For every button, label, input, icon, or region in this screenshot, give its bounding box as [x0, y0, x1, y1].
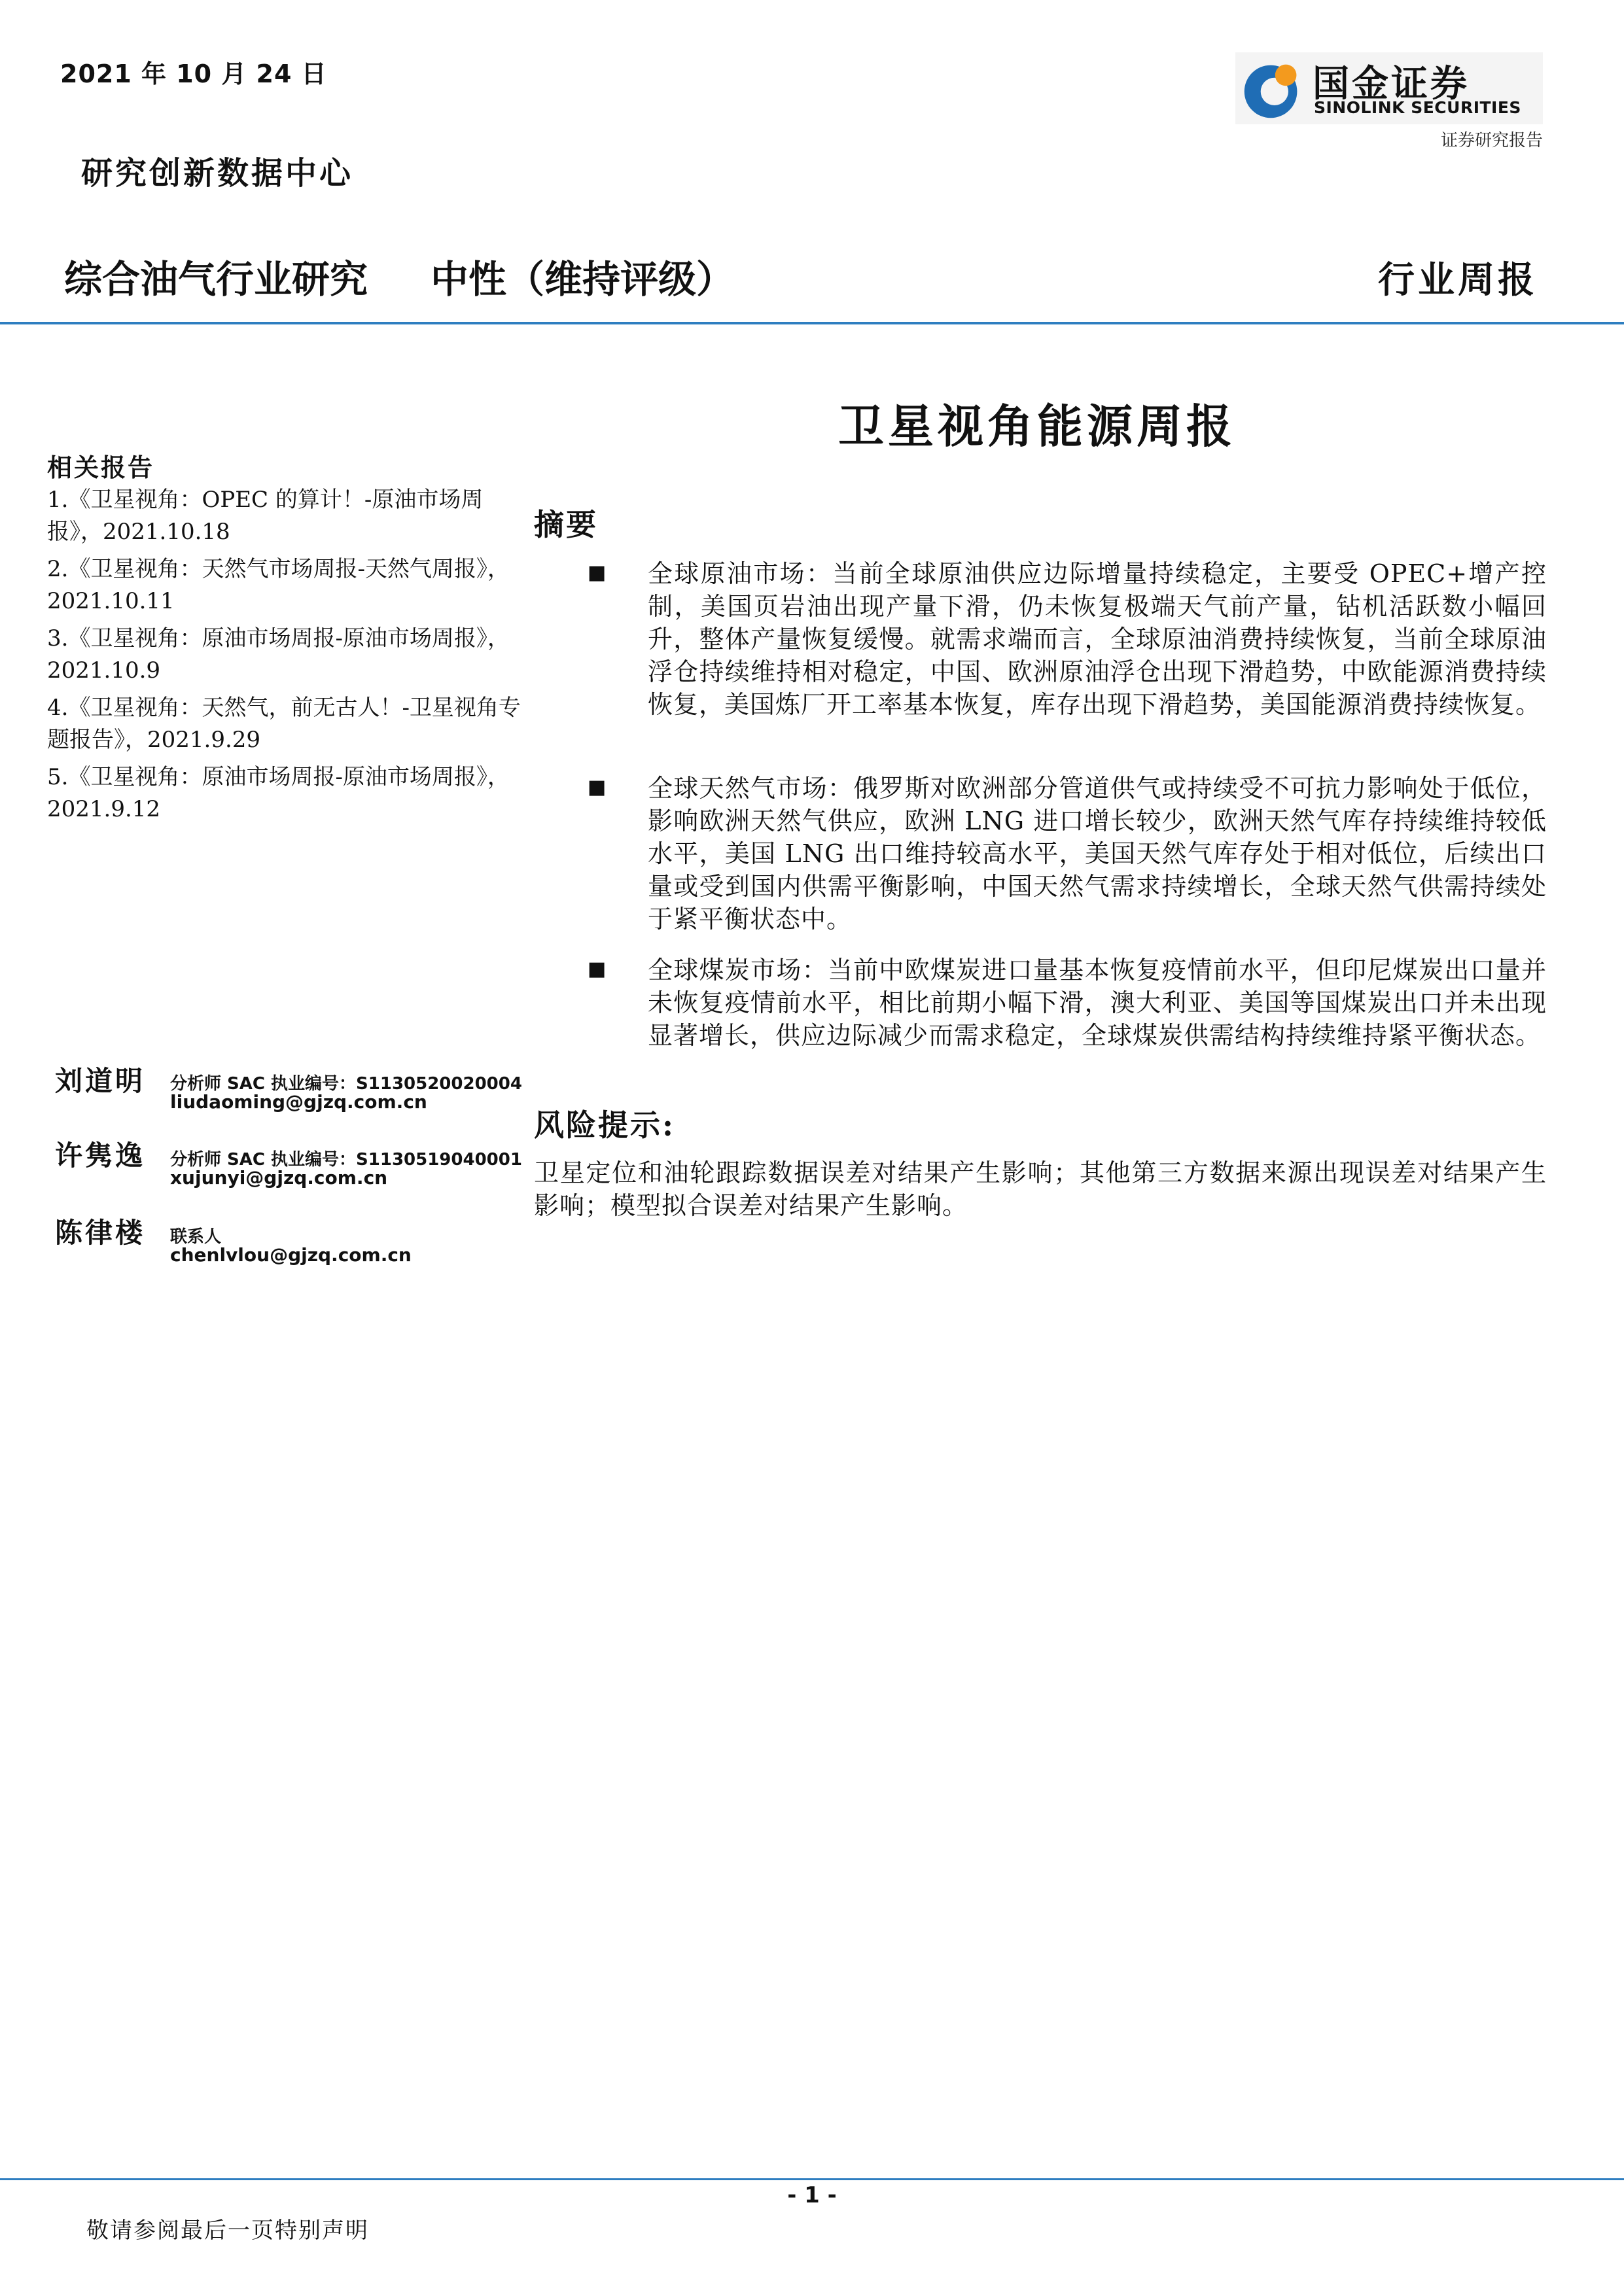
analyst-credential: 分析师 SAC 执业编号：S1130520020004 — [170, 1074, 522, 1094]
square-bullet-icon: ■ — [588, 561, 607, 584]
related-report-item[interactable]: 3.《卫星视角：原油市场周报-原油市场周报》，2021.10.9 — [47, 625, 510, 684]
analyst-email[interactable]: xujunyi@gjzq.com.cn — [170, 1167, 388, 1189]
related-report-item[interactable]: 5.《卫星视角：原油市场周报-原油市场周报》，2021.9.12 — [47, 764, 510, 822]
sinolink-logo-icon — [1241, 59, 1303, 122]
company-logo — [1235, 52, 1543, 124]
rating: 中性（维持评级） — [431, 257, 735, 302]
footer-divider — [0, 2178, 1624, 2180]
square-bullet-icon: ■ — [588, 776, 607, 799]
summary-point-coal: 全球煤炭市场：当前中欧煤炭进口量基本恢复疫情前水平，但印尼煤炭出口量并未恢复疫情前水平，相比前期小幅下滑，澳大利亚、美国等国煤炭出口并未出现显著增长，供应边际减少而需求稳定，全球煤炭供需结构持续维持紧平衡状态。 — [648, 956, 1547, 1050]
logo-english-name: SINOLINK SECURITIES — [1314, 98, 1521, 117]
header-divider — [0, 322, 1624, 324]
report-date: 2021 年 10 月 24 日 — [60, 60, 327, 88]
footer-disclaimer: 敬请参阅最后一页特别声明 — [86, 2218, 369, 2244]
risk-heading: 风险提示: — [534, 1107, 675, 1143]
related-report-item[interactable]: 4.《卫星视角：天然气，前无古人！-卫星视角专题报告》，2021.9.29 — [47, 695, 521, 753]
summary-heading: 摘要 — [534, 507, 598, 542]
analyst-email[interactable]: chenlvlou@gjzq.com.cn — [170, 1244, 412, 1266]
square-bullet-icon: ■ — [588, 958, 607, 981]
logo-chinese-name: 国金证券 — [1313, 63, 1470, 105]
analyst-name: 陈律楼 — [55, 1217, 146, 1249]
related-reports-list — [47, 484, 525, 831]
page-title: 卫星视角能源周报 — [838, 399, 1236, 453]
related-reports-heading: 相关报告 — [47, 453, 155, 482]
analyst-name: 刘道明 — [55, 1065, 146, 1097]
report-type: 行业周报 — [1378, 258, 1538, 302]
industry-title: 综合油气行业研究 — [64, 257, 368, 302]
research-center-name: 研究创新数据中心 — [81, 155, 354, 192]
analyst-credential: 联系人 — [170, 1227, 222, 1247]
summary-point-oil: 全球原油市场：当前全球原油供应边际增量持续稳定，主要受 OPEC+增产控制，美国页岩油出现产量下滑，仍未恢复极端天气前产量，钻机活跃数小幅回升，整体产量恢复缓慢。就需求端而言，全球原油消费持续恢复，当前全球原油浮仓持续维持相对稳定，中国、欧洲原油浮仓出现下滑趋势，中欧能源消费持续恢复，美国炼厂开工率基本恢复，库存出现下滑趋势，美国能源消费持续恢复。 — [648, 559, 1547, 719]
risk-text: 卫星定位和油轮跟踪数据误差对结果产生影响；其他第三方数据来源出现误差对结果产生影响；模型拟合误差对结果产生影响。 — [534, 1158, 1547, 1220]
page-number: - 1 - — [787, 2182, 837, 2208]
report-kind-label: 证券研究报告 — [1440, 131, 1543, 150]
related-report-item[interactable]: 1.《卫星视角：OPEC 的算计！-原油市场周报》，2021.10.18 — [47, 487, 484, 545]
analyst-credential: 分析师 SAC 执业编号：S1130519040001 — [170, 1150, 522, 1170]
analyst-email[interactable]: liudaoming@gjzq.com.cn — [170, 1091, 427, 1113]
summary-point-gas: 全球天然气市场：俄罗斯对欧洲部分管道供气或持续受不可抗力影响处于低位，影响欧洲天然气供应，欧洲 LNG 进口增长较少，欧洲天然气库存持续维持较低水平，美国 LNG 出口维持较高水平，美国天然气库存处于相对低位，后续出口量或受到国内供需平衡影响，中国天然气需求持续增长，全球天然气供需持续处于紧平衡状态中。 — [648, 774, 1547, 933]
analyst-name: 许隽逸 — [55, 1139, 146, 1172]
related-report-item[interactable]: 2.《卫星视角：天然气市场周报-天然气周报》，2021.10.11 — [47, 556, 510, 614]
